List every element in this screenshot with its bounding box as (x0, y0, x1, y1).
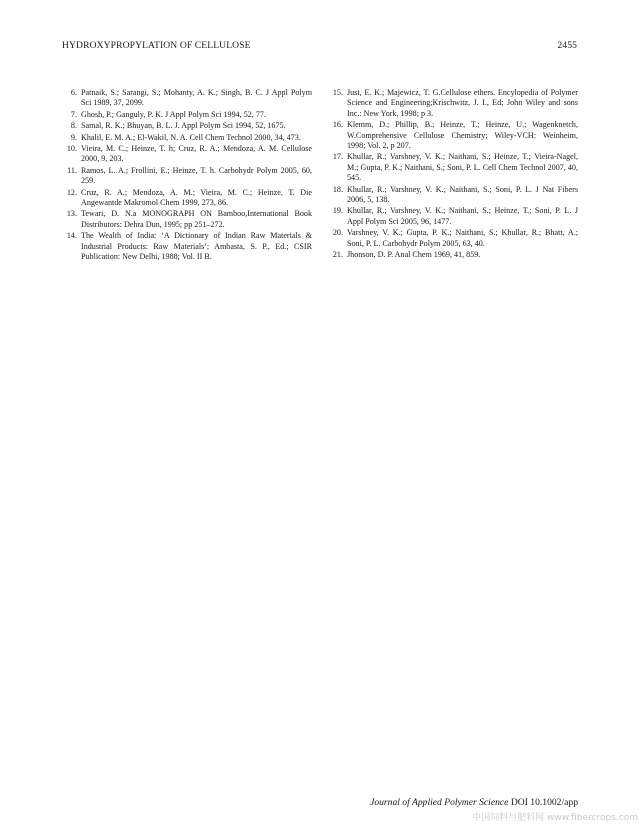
reference-item (330, 88, 578, 119)
reference-text: Ghosh, P.; Ganguly, P. K. J Appl Polym Sci 1994, 52, 77. (81, 109, 266, 119)
reference-number: 6. (70, 88, 77, 97)
reference-text: Khullar, R.; Varshney, V. K.; Naithani, S.; Heinze, T.; Soni, P. L. J Appl Polym Sci 2005, 96, 1477. (347, 206, 578, 226)
reference-item (64, 133, 312, 143)
reference-item (330, 152, 578, 183)
reference-text: Khullar, R.; Varshney, V. K.; Naithani, S.; Heinze, T.; Vieira-Nagel, M.; Gupta, P. K.; Naithani, S.; Soni, P. L. Cell Chem Technol 2007, 40, 545. (347, 152, 578, 183)
running-head (62, 40, 577, 56)
reference-number: 13. (66, 209, 77, 219)
reference-item (64, 110, 312, 120)
reference-item (330, 250, 578, 260)
reference-number: 16. (332, 120, 343, 130)
reference-number: 20. (332, 228, 343, 238)
reference-number: 15. (332, 88, 343, 97)
reference-item (64, 188, 312, 209)
reference-text: Just, E. K.; Majewicz, T. G.Cellulose ethers. Encylopedia of Polymer Science and Engineering;Krischwitz, J. I., Ed; John Wiley and sons Inc.: New York, 1998; p 3. (347, 88, 578, 118)
reference-text: Jhonson, D. P. Anal Chem 1969, 41, 859. (347, 250, 481, 260)
reference-number: 8. (70, 121, 77, 131)
reference-text: Cruz, R. A.; Mendoza, A. M.; Vieira, M. C.; Heinze, T. Die Angewantde Makromol Chem 1999, 273, 86. (81, 187, 312, 208)
reference-text: Patnaik, S.; Sarangi, S.; Mohanty, A. K.; Singh, B. C. J Appl Polym Sci 1989, 37, 2099. (81, 88, 312, 108)
references-left-column (64, 88, 312, 264)
running-head-title: HYDROXYPROPYLATION OF CELLULOSE (62, 40, 251, 51)
reference-number: 19. (332, 206, 343, 216)
reference-item (64, 209, 312, 230)
references-right-column (330, 88, 578, 262)
reference-item (64, 166, 312, 187)
reference-text: Khalil, E. M. A.; El-Wakil, N. A. Cell Chem Technol 2000, 34, 473. (81, 132, 301, 142)
reference-item (64, 144, 312, 165)
reference-text: Samal, R. K.; Bhuyan, B. L. J. Appl Polym Sci 1994, 52, 1675. (81, 121, 286, 131)
reference-text: The Wealth of India: ‘A Dictionary of Indian Raw Materials & Industrial Products: Raw Materials’; Ambasta, S. P., Ed.; CSIR Publication: New Delhi, 1988; Vol. II B. (81, 231, 312, 262)
reference-item (330, 185, 578, 206)
reference-item (64, 231, 312, 262)
reference-text: Ramos, L. A.; Frollini, E.; Heinze, T. h. Carbohydr Polym 2005, 60, 259. (81, 165, 312, 186)
reference-number: 9. (70, 132, 77, 142)
reference-item (330, 120, 578, 151)
reference-text: Klemm, D.; Phillip, B.; Heinze, T.; Heinze, U.; Wagenknetch, W.Comprehensive Cellulose Chemistry; Wiley-VCH: Weinheim, 1998; Vol. 2, p 207. (347, 120, 578, 151)
reference-item (64, 121, 312, 131)
reference-item (64, 88, 312, 109)
reference-number: 21. (332, 250, 343, 260)
watermark: 中国饲料与肥料网 www.fibercrops.com (472, 813, 638, 823)
reference-number: 7. (70, 109, 77, 119)
journal-name: Journal of Applied Polymer Science (370, 797, 509, 808)
doi: DOI 10.1002/app (510, 797, 578, 808)
reference-text: Vieira, M. C.; Heinze, T. h; Cruz, R. A.; Mendoza, A. M. Cellulose 2000, 9, 203. (81, 144, 312, 164)
reference-item (330, 228, 578, 249)
reference-number: 11. (67, 165, 77, 175)
reference-text: Varshney, V. K.; Gupta, P. K.; Naithani, S.; Khullar, R.; Bhatt, A.; Soni, P. L. Carbohydr Polym 2005, 63, 40. (347, 228, 578, 248)
reference-item (330, 206, 578, 227)
reference-number: 10. (66, 144, 77, 154)
page-number: 2455 (557, 40, 577, 51)
page-footer (370, 797, 578, 808)
reference-number: 17. (332, 152, 343, 162)
reference-number: 18. (332, 184, 343, 194)
reference-number: 14. (66, 231, 77, 241)
reference-text: Tewari, D. N.a MONOGRAPH ON Bamboo,International Book Distributors: Dehra Dun, 1995; pp 251–272. (81, 209, 312, 229)
reference-text: Khullar, R.; Varshney, V. K.; Naithani, S.; Soni, P. L. J Nat Fibers 2006, 5, 138. (347, 184, 578, 205)
reference-number: 12. (66, 187, 77, 197)
